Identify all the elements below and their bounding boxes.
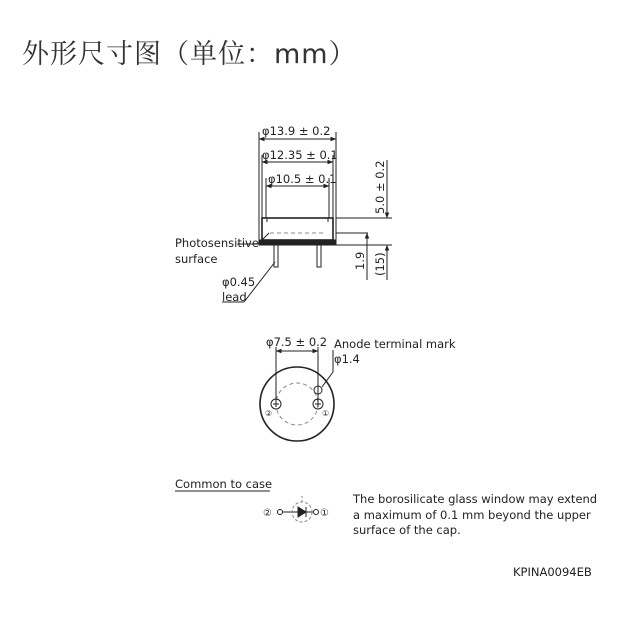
base-flange (259, 240, 336, 245)
pin-1-label: ① (322, 409, 330, 418)
dim-middle-label: φ12.35 ± 0.1 (262, 148, 338, 162)
terminal-1-dot (314, 510, 319, 515)
lead-right (317, 245, 321, 267)
cap-body (262, 218, 333, 240)
dim-outer-label: φ13.9 ± 0.2 (262, 124, 331, 138)
anode-mark-dia-label: φ1.4 (334, 352, 360, 366)
page-title: 外形尺寸图（单位：mm） (22, 39, 357, 70)
schematic-pin-1-label: ① (320, 508, 329, 519)
dim-height-label: 5.0 ± 0.2 (373, 160, 387, 214)
dim-pin-circle-label: φ7.5 ± 0.2 (266, 335, 328, 349)
pin-circle (276, 383, 318, 425)
dim-lead-length-label: (15) (373, 252, 387, 276)
schematic-pin-2-label: ② (263, 508, 272, 519)
diode-triangle (298, 507, 306, 517)
common-to-case-label: Common to case (175, 477, 273, 491)
lead-dia-label: φ0.45 (222, 275, 256, 289)
anode-mark-label: Anode terminal mark (334, 337, 456, 351)
photosensitive-label-2: surface (175, 252, 218, 266)
window-note: The borosilicate glass window may extend a maximum of 0.1 mm beyond the upper surface of the cap. (353, 492, 598, 537)
schematic-symbol (175, 491, 319, 522)
terminal-2-dot (278, 510, 283, 515)
dim-inner-label: φ10.5 ± 0.1 (268, 172, 337, 186)
photosensitive-label: Photosensitive (175, 236, 259, 250)
bottom-view (260, 347, 334, 441)
lead-left (274, 245, 278, 267)
drawing-code: KPINA0094EB (513, 565, 592, 579)
pin-2-label: ② (265, 409, 273, 418)
lead-label: lead (222, 290, 247, 304)
dim-offset-label: 1.9 (353, 251, 367, 270)
